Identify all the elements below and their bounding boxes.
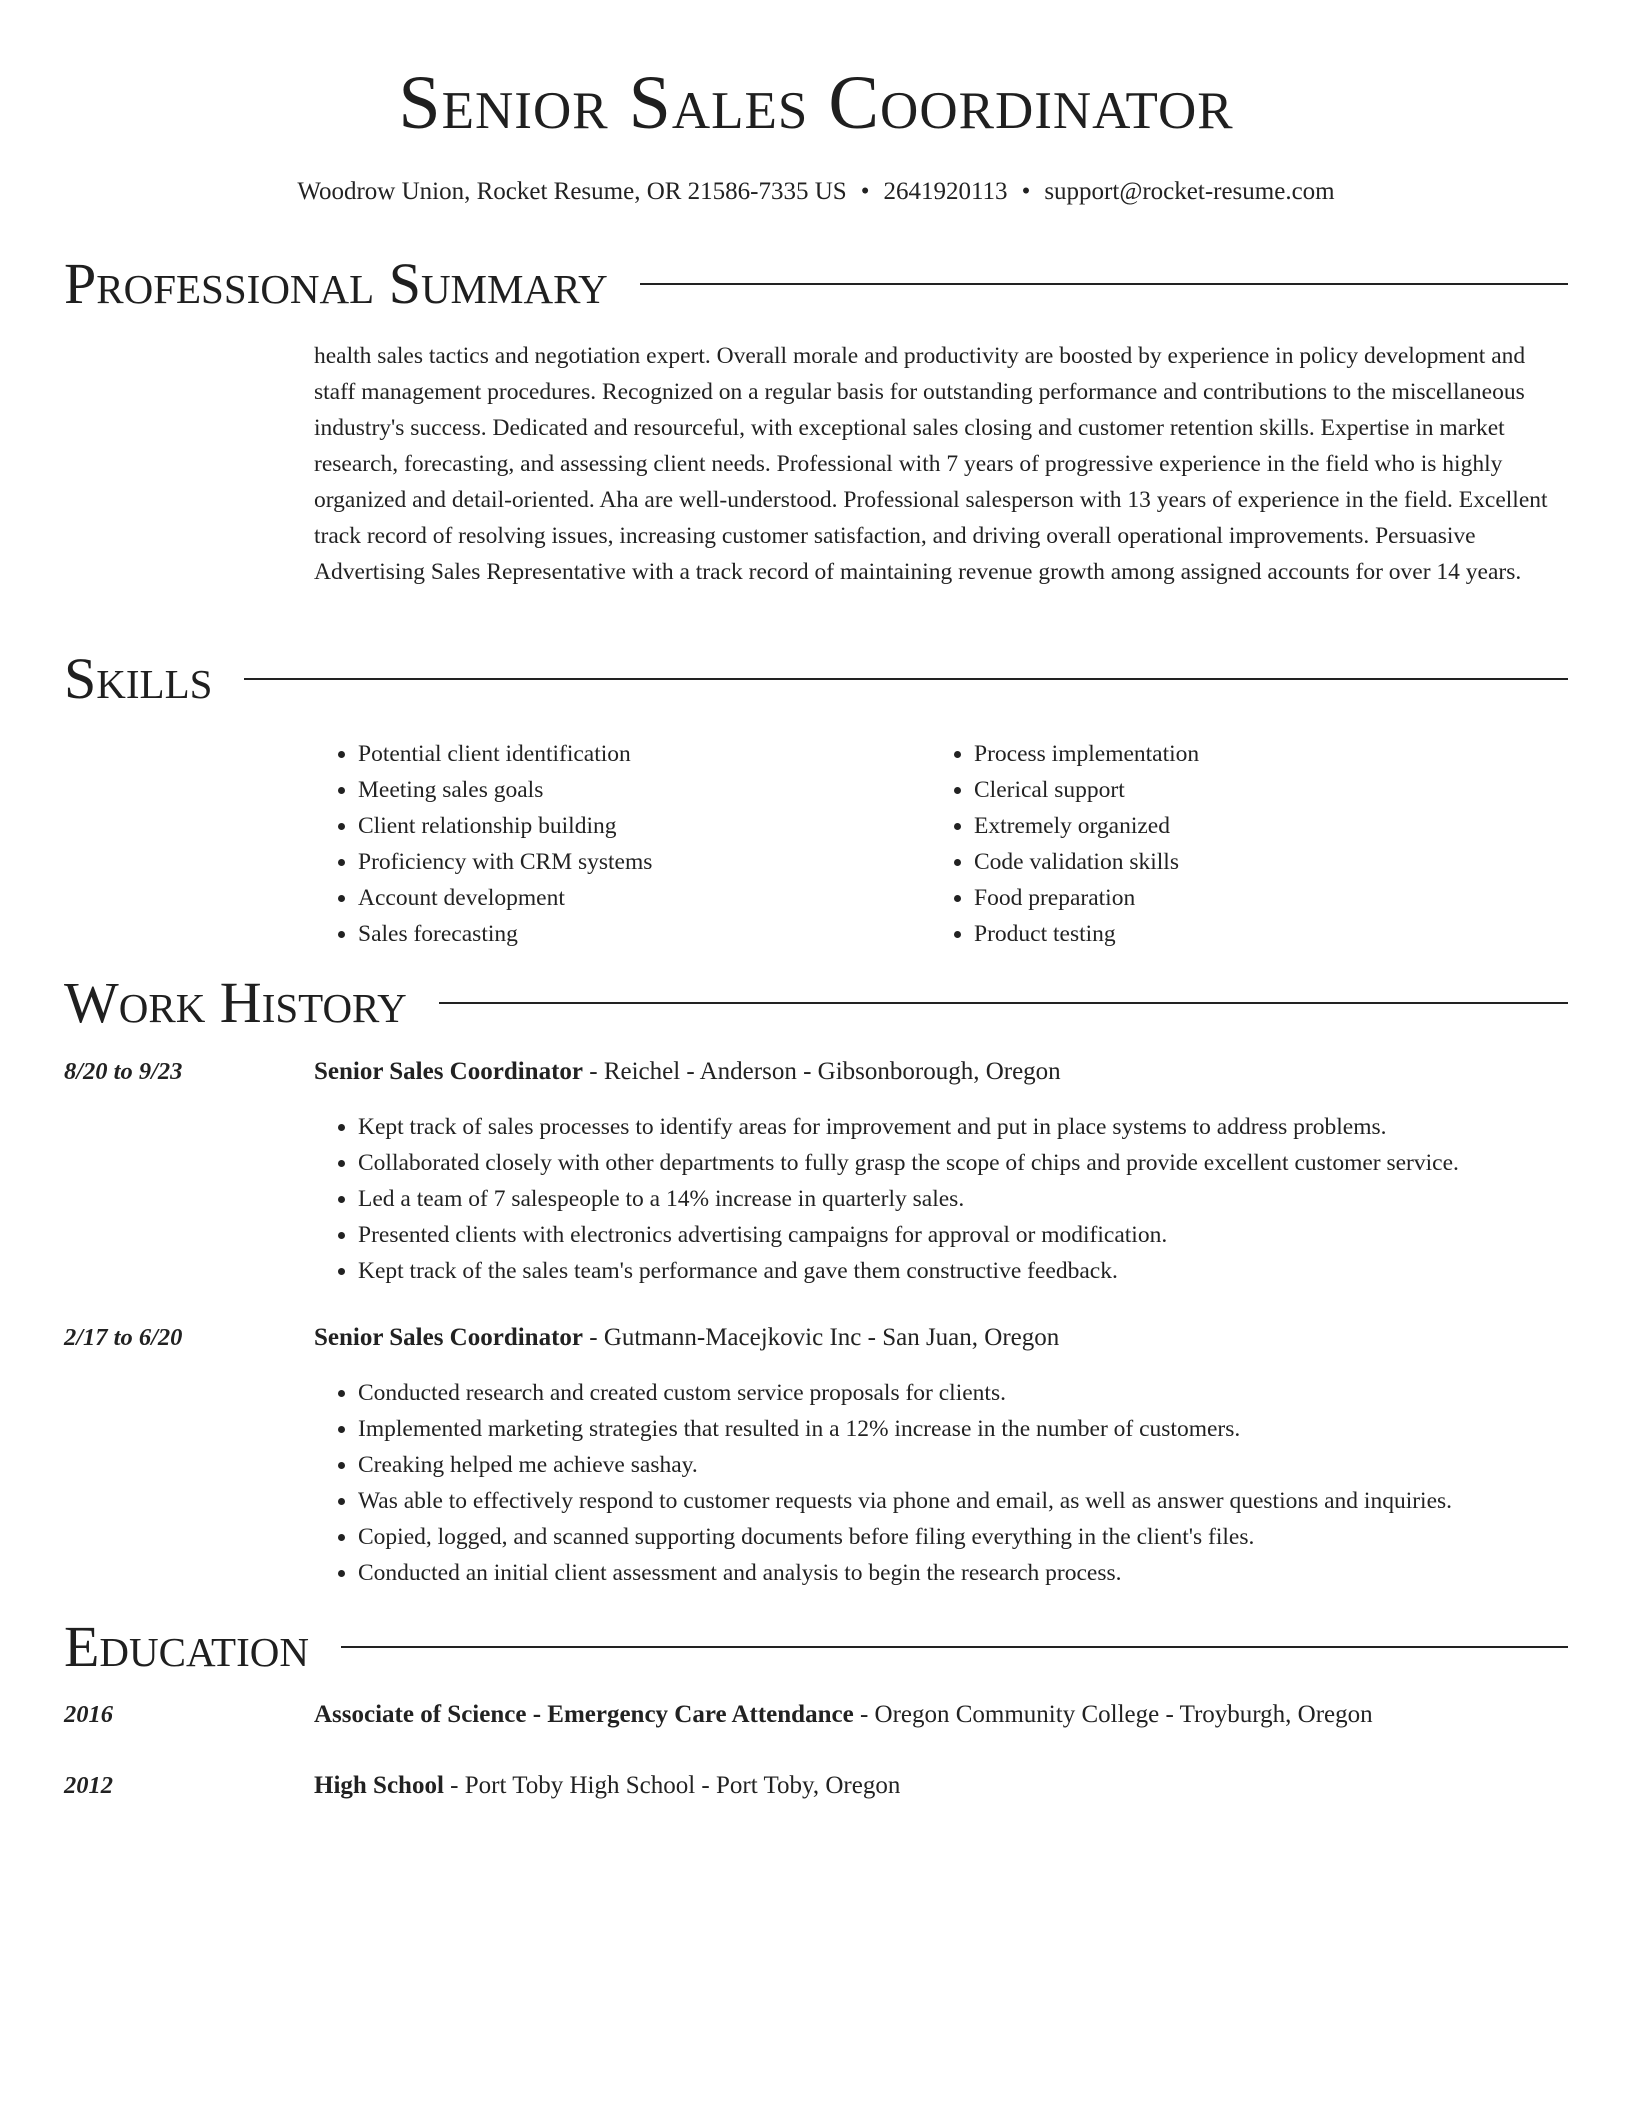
education-section-header [64, 1613, 1568, 1681]
work-bullet: • Creaking helped me achieve sashay. [358, 1447, 1568, 1483]
work-section-header [64, 969, 1568, 1037]
contact-address: Woodrow Union, Rocket Resume, OR 21586-7335 US [297, 178, 847, 205]
skill-item: • Client relationship building [358, 808, 930, 844]
skills-list [314, 736, 1568, 952]
skills-column-right [930, 736, 1199, 952]
education-headline [314, 1698, 1568, 1732]
skill-item: • Extremely organized [974, 808, 1199, 844]
work-bullet: • Presented clients with electronics advertising campaigns for approval or modification. [358, 1217, 1568, 1253]
work-dates: 8/20 to 9/23 [64, 1058, 183, 1085]
work-dates: 2/17 to 6/20 [64, 1324, 183, 1351]
work-bullet: • Kept track of the sales team's performance and gave them constructive feedback. [358, 1253, 1568, 1289]
job-title: Senior Sales Coordinator [314, 1058, 583, 1085]
work-headline [314, 1055, 1568, 1089]
summary-section-header [64, 250, 1568, 318]
education-year: 2012 [64, 1772, 113, 1799]
degree-title: High School [314, 1772, 444, 1799]
skill-item: • Meeting sales goals [358, 772, 930, 808]
contact-line [0, 176, 1632, 208]
skill-item: • Code validation skills [974, 844, 1199, 880]
contact-separator: • [1021, 178, 1031, 205]
skills-section-title: Skills [64, 646, 213, 711]
job-details: - Gutmann-Macejkovic Inc - San Juan, Oregon [583, 1324, 1060, 1351]
skill-item: • Process implementation [974, 736, 1199, 772]
work-bullet: • Implemented marketing strategies that resulted in a 12% increase in the number of customers. [358, 1411, 1568, 1447]
resume-name: Senior Sales Coordinator [398, 61, 1234, 145]
section-divider [640, 283, 1568, 285]
skill-item: • Clerical support [974, 772, 1199, 808]
education-headline [314, 1769, 1568, 1803]
work-bullet: • Conducted an initial client assessment and analysis to begin the research process. [358, 1555, 1568, 1591]
work-bullet: • Kept track of sales processes to identify areas for improvement and put in place systems to address problems. [358, 1109, 1568, 1145]
job-details: - Reichel - Anderson - Gibsonborough, Oregon [583, 1058, 1061, 1085]
work-bullets [314, 1375, 1568, 1591]
section-divider [439, 1002, 1568, 1004]
work-headline [314, 1321, 1568, 1355]
work-section-title: Work History [64, 970, 407, 1035]
work-bullet: • Copied, logged, and scanned supporting documents before filing everything in the client's files. [358, 1519, 1568, 1555]
contact-email: support@rocket-resume.com [1044, 178, 1335, 205]
degree-title: Associate of Science - Emergency Care Attendance [314, 1701, 854, 1728]
work-bullets [314, 1109, 1568, 1289]
work-bullet: • Collaborated closely with other departments to fully grasp the scope of chips and provide excellent customer service. [358, 1145, 1568, 1181]
skills-column-left [314, 736, 930, 952]
job-title: Senior Sales Coordinator [314, 1324, 583, 1351]
skill-item: • Sales forecasting [358, 916, 930, 952]
summary-text: health sales tactics and negotiation expert. Overall morale and productivity are boosted by experience in policy development and staff management procedures. Recognized on a regular basis for outstanding performance and contributions to the miscellaneous industry's success. Dedicated and resourceful, with exceptional sales closing and customer retention skills. Expertise in market research, forecasting, and assessing client needs. Professional with 7 years of progressive experience in the field who is highly organized and detail-oriented. Aha are well-understood. Professional salesperson with 13 years of experience in the field. Excellent track record of resolving issues, increasing customer satisfaction, and driving overall operational improvements. Persuasive Advertising Sales Representative with a track record of maintaining revenue growth among assigned accounts for over 14 years. [314, 343, 1548, 585]
skill-item: • Food preparation [974, 880, 1199, 916]
section-divider [244, 678, 1568, 680]
skill-item: • Proficiency with CRM systems [358, 844, 930, 880]
school-details: - Port Toby High School - Port Toby, Oregon [443, 1772, 901, 1799]
section-divider [341, 1646, 1568, 1648]
skills-section-header [64, 645, 1568, 713]
summary-section-title: Professional Summary [64, 251, 608, 316]
work-bullet: • Conducted research and created custom service proposals for clients. [358, 1375, 1568, 1411]
education-year: 2016 [64, 1701, 113, 1728]
contact-phone: 2641920113 [883, 178, 1008, 205]
contact-separator: • [860, 178, 870, 205]
skill-item: • Potential client identification [358, 736, 930, 772]
school-details: - Oregon Community College - Troyburgh, Oregon [853, 1701, 1373, 1728]
work-bullet: • Was able to effectively respond to customer requests via phone and email, as well as answer questions and inquiries. [358, 1483, 1568, 1519]
skill-item: • Account development [358, 880, 930, 916]
work-bullet: • Led a team of 7 salespeople to a 14% increase in quarterly sales. [358, 1181, 1568, 1217]
skill-item: • Product testing [974, 916, 1199, 952]
education-section-title: Education [64, 1614, 309, 1679]
